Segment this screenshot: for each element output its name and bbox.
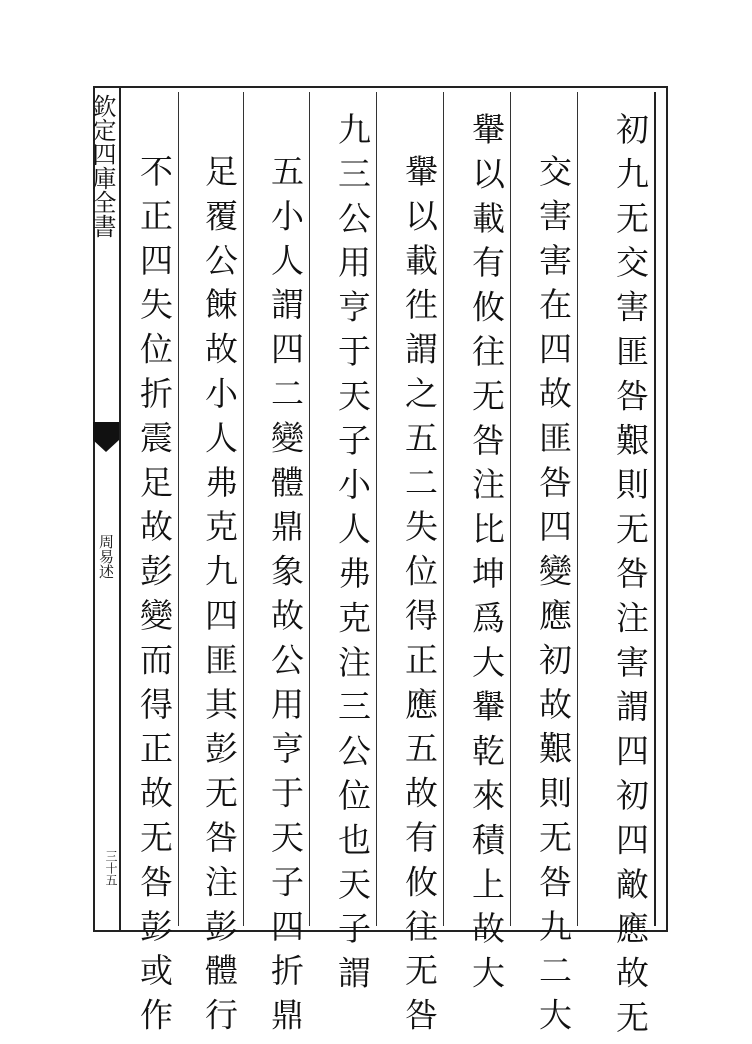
text-column-3 (443, 92, 510, 1000)
collection-title: 欽定四庫全書 (88, 94, 116, 238)
text-column-5 (309, 92, 376, 1000)
column-text: 交害害在四故匪咎四變應初故艱則无咎九二大 (534, 154, 573, 1042)
column-text: 轝以載徃謂之五二失位得正應五故有攸往无咎 (400, 154, 439, 1042)
chapter-label: 周易述 (97, 534, 115, 579)
column-text: 初九无交害匪咎艱則无咎注害謂四初四敵應故无 (611, 112, 650, 1044)
fish-tail-ornament (93, 422, 119, 452)
text-column-2 (510, 92, 577, 1042)
text-column-6 (243, 92, 309, 1042)
column-text: 轝以載有攸往无咎注比坤爲大轝乾來積上故大 (467, 112, 506, 1000)
frame-inner-rule (654, 92, 656, 926)
column-text: 九三公用亨于天子小人弗克注三公位也天子謂 (333, 112, 372, 1000)
text-column-7 (178, 92, 243, 1042)
column-text: 不正四失位折震足故彭變而得正故无咎彭或作 (135, 154, 174, 1042)
column-text: 五小人謂四二變體鼎象故公用亨于天子四折鼎 (266, 154, 305, 1042)
text-column-1 (577, 92, 654, 1044)
text-column-4 (376, 92, 443, 1042)
column-text: 足覆公餗故小人弗克九四匪其彭无咎注彭體行 (200, 154, 239, 1042)
page-number: 三十五 (104, 850, 118, 886)
margin-banner (88, 86, 121, 932)
text-column-8 (121, 92, 178, 1042)
